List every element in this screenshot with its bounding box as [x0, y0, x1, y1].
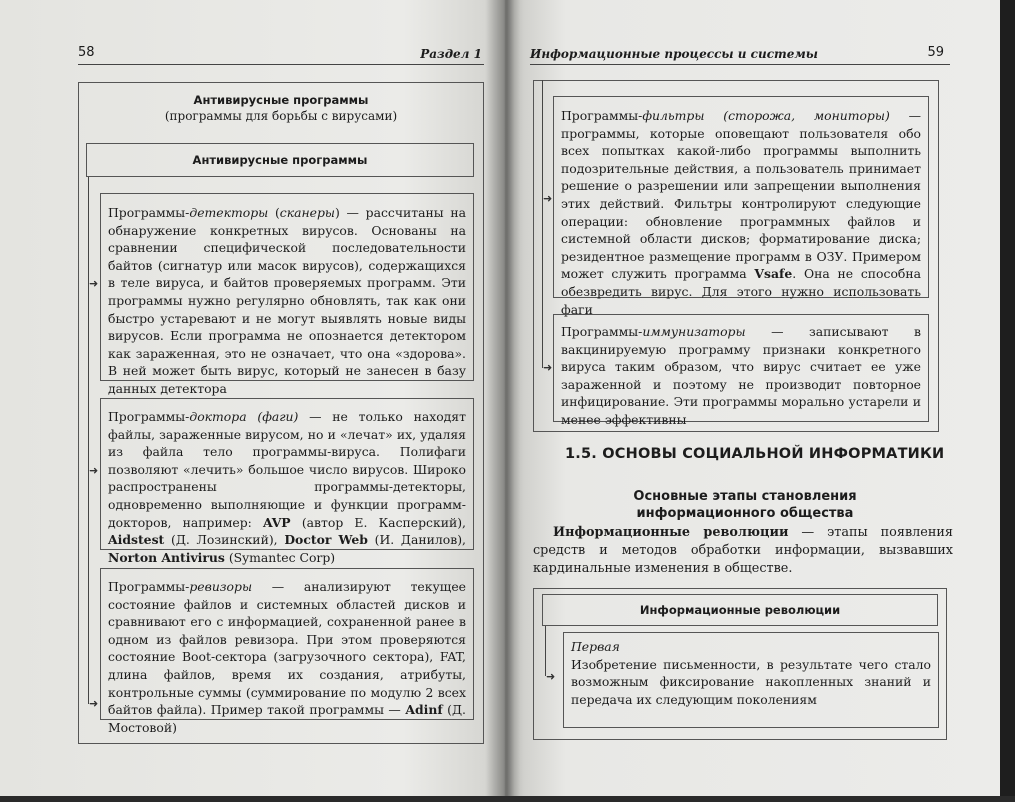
- auditors-box: [100, 568, 474, 735]
- arrow-right-icon: ➜: [89, 277, 99, 290]
- outer-box-title: Антивирусные программы: [193, 93, 369, 107]
- revolution-label: Первая: [571, 639, 620, 654]
- subheading: [565, 488, 925, 522]
- antivirus-inner-title-box: [86, 143, 474, 177]
- subheading-line: Основные этапы становления: [633, 489, 857, 504]
- right-page: [505, 0, 1010, 796]
- arrow-right-icon: ➜: [543, 361, 553, 374]
- arrow-right-icon: ➜: [89, 697, 99, 710]
- left-page: [0, 0, 505, 796]
- running-head: Раздел 1: [420, 47, 482, 61]
- auditors-text: Программы-ревизоры — анализируют текущее состояние файлов и системных областей дисков и сравнивают его с информацией, сохраненной ранее в одном из файлов ревизора. При этом проверяются состояние Boot-сектора (загрузочного сектора), FAT, длина файлов, время их создания, атрибуты, контрольные суммы (суммирование по модулю 2 всех байтов файла). Пример такой программы — Adinf (Д. Мостовой): [108, 579, 466, 735]
- background-edge: [1000, 0, 1015, 796]
- definition-paragraph: Информационные революции — этапы появления средств и методов обработки информации, вызвавших кардинальные изменения в обществе.: [533, 525, 953, 576]
- immunizers-box: [553, 314, 929, 427]
- connector-line: [88, 177, 89, 704]
- connector-line: [542, 80, 543, 368]
- inner-box-title: Антивирусные программы: [192, 153, 368, 167]
- arrow-right-icon: ➜: [89, 464, 99, 477]
- left-page-header: [78, 44, 484, 65]
- revolution-description: Изобретение письменности, в результате чего стало возможным фиксирование накопленных знаний и передача их следующим поколениям: [571, 656, 931, 707]
- detectors-box: [100, 193, 474, 396]
- detectors-text: Программы-детекторы (сканеры) — рассчитаны на обнаружение конкретных вирусов. Основаны на сравнении специфической последовательности байтов (сигнатур или масок вирусов), содержащихся в теле вируса, и байтов проверяемых программ. Эти программы нужно регулярно обновлять, так как они быстро устаревают и не могут выявлять новые виды вирусов. Если программа не опознается детектором как зараженная, это не означает, что она «здорова». В ней может быть вирус, который не занесен в базу данных детектора: [108, 205, 466, 396]
- immunizers-text: Программы-иммунизаторы — записывают в вакцинируемую программу признаки конкретного вируса таким образом, что вирус считает ее уже зараженной и поэтому не производит повторное инфицирование. Эти программы морально устарели и менее эффективны: [561, 324, 921, 427]
- page-number: 58: [78, 45, 95, 60]
- revolutions-title-box: [542, 594, 938, 626]
- outer-box-subtitle: (программы для борьбы с вирусами): [164, 109, 398, 123]
- right-page-header: [530, 44, 950, 65]
- section-heading: 1.5. ОСНОВЫ СОЦИАЛЬНОЙ ИНФОРМАТИКИ: [565, 446, 945, 462]
- subheading-line: информационного общества: [636, 506, 854, 521]
- first-revolution-text: [571, 638, 931, 708]
- arrow-right-icon: ➜: [546, 670, 556, 683]
- filters-box: [553, 96, 929, 317]
- first-revolution-box: [563, 632, 939, 728]
- revolutions-title: Информационные революции: [639, 603, 841, 617]
- page-number: 59: [927, 45, 944, 60]
- running-head: Информационные процессы и системы: [530, 47, 818, 61]
- doctors-text: Программы-доктора (фаги) — не только находят файлы, зараженные вирусом, но и «лечат» их, удаляя из файла тело программы-вируса. Полифаги позволяют «лечить» большое число вирусов. Широко распространены программы-детекторы, одновременно выполняющие и функции программ-докторов, например: AVP (автор Е. Касперский), Aidstest (Д. Лозинский), Doctor Web (И. Данилов), Norton Antivirus (Symantec Corp): [108, 409, 466, 565]
- doctors-box: [100, 398, 474, 565]
- arrow-right-icon: ➜: [543, 192, 553, 205]
- connector-line: [545, 626, 546, 676]
- filters-text: Программы-фильтры (сторожа, мониторы) — программы, которые оповещают пользователя обо всех попытках какой-либо программы выполнить подозрительные действия, а пользователь принимает решение о разрешении или запрещении выполнения этих действий. Фильтры контролируют следующие операции: обновление программных файлов и системной области дисков; форматирование диска; резидентное размещение программ в ОЗУ. Примером может служить программа Vsafe. Она не способна обезвредить вирус. Для этого нужно использовать фаги: [561, 108, 922, 317]
